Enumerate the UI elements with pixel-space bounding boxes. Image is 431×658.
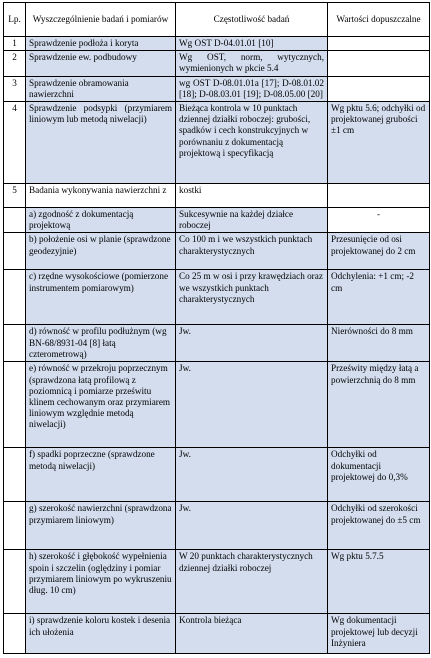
row-number xyxy=(4,325,26,362)
row-frequency: kostki xyxy=(176,184,328,208)
row-description: b) położenie osi w planie (sprawdzone geodezyjnie) xyxy=(26,233,176,270)
row-value: Nierówności do 8 mm xyxy=(328,325,430,362)
row-frequency: Jw. xyxy=(176,362,328,448)
row-description: Sprawdzenie obramowania nawierzchni xyxy=(26,76,176,101)
row-description: i) sprawdzenie koloru kostek i desenia ich ułożenia xyxy=(26,614,176,654)
header-frequency: Częstotliwość badań xyxy=(176,3,328,37)
table-row xyxy=(4,102,430,184)
row-number xyxy=(4,502,26,550)
row-frequency: Bieżąca kontrola w 10 punktach dziennej działki roboczej: grubości, spadków i cech konstrukcyjnych w porównaniu z dokumentacją projektową i specyfikacją xyxy=(176,102,328,184)
row-frequency: Jw. xyxy=(176,448,328,502)
row-value: Wg dokumentacji projektowej lub decyzji Inżyniera xyxy=(328,614,430,654)
row-description: h) szerokość i głębokość wypełnienia spoin i szczelin (oględziny i pomiar przymiarem liniowym po wykruszeniu dług. 10 cm) xyxy=(26,550,176,614)
row-description: Sprawdzenie podłoża i koryta xyxy=(26,37,176,51)
row-number xyxy=(4,614,26,654)
row-value xyxy=(328,37,430,51)
table-row xyxy=(4,51,430,76)
table-row xyxy=(4,448,430,502)
table-row xyxy=(4,76,430,101)
table-row xyxy=(4,270,430,325)
row-description: g) szerokość nawierzchni (sprawdzona przymiarem liniowym) xyxy=(26,502,176,550)
row-frequency: wg OST D-08.01.01a [17]; D-08.01.02 [18]; D-08.03.01 [19]; D-08.05.00 [20] xyxy=(176,76,328,101)
row-number xyxy=(4,270,26,325)
row-frequency: W 20 punktach charakterystycznych dziennej działki roboczej xyxy=(176,550,328,614)
header-lp: Lp. xyxy=(4,3,26,37)
row-value xyxy=(328,51,430,76)
table-header-row xyxy=(4,3,430,37)
table-row xyxy=(4,184,430,208)
row-number: 1 xyxy=(4,37,26,51)
row-value xyxy=(328,184,430,208)
row-description: Sprawdzenie podsypki (przymiarem liniowym lub metodą niwelacji) xyxy=(26,102,176,184)
row-value: Prześwity między łatą a powierzchnią do 8 mm xyxy=(328,362,430,448)
table-row xyxy=(4,325,430,362)
table-row xyxy=(4,233,430,270)
row-description: a) zgodność z dokumentacją projektową xyxy=(26,208,176,233)
inspection-table xyxy=(3,2,430,654)
row-number xyxy=(4,550,26,614)
row-frequency: Wg OST, norm, wytycznych, wymienionych w pkcie 5.4 xyxy=(176,51,328,76)
row-frequency: Co 25 m w osi i przy krawędziach oraz we wszystkich punktach charakterystycznych xyxy=(176,270,328,325)
row-number xyxy=(4,448,26,502)
row-description: e) równość w przekroju poprzecznym (sprawdzona łatą profilową z poziomnicą i pomiarze prześwitu klinem cechowanym oraz przymiarem liniowym względnie metodą niwelacji) xyxy=(26,362,176,448)
table-row xyxy=(4,550,430,614)
row-description: Badania wykonywania nawierzchni z xyxy=(26,184,176,208)
row-description: Sprawdzenie ew. podbudowy xyxy=(26,51,176,76)
row-frequency: Jw. xyxy=(176,502,328,550)
row-value: Odchyłki od dokumentacji projektowej do 0,3% xyxy=(328,448,430,502)
row-frequency: Kontrola bieżąca xyxy=(176,614,328,654)
row-frequency: Wg OST D-04.01.01 [10] xyxy=(176,37,328,51)
row-description: d) równość w profilu podłużnym (wg BN-68/8931-04 [8] łatą czterometrową) xyxy=(26,325,176,362)
row-value xyxy=(328,76,430,101)
table-row xyxy=(4,208,430,233)
row-number xyxy=(4,233,26,270)
row-description: c) rzędne wysokościowe (pomierzone instrumentem pomiarowym) xyxy=(26,270,176,325)
row-description: f) spadki poprzeczne (sprawdzone metodą niwelacji) xyxy=(26,448,176,502)
header-allowed-values: Wartości dopuszczalne xyxy=(328,3,430,37)
row-value: Odchylenia: +1 cm; -2 cm xyxy=(328,270,430,325)
header-description: Wyszczególnienie badań i pomiarów xyxy=(26,3,176,37)
row-number: 4 xyxy=(4,102,26,184)
row-value: Odchyłki od szerokości projektowanej do ±5 cm xyxy=(328,502,430,550)
row-number xyxy=(4,362,26,448)
table-row xyxy=(4,362,430,448)
table-row xyxy=(4,502,430,550)
row-value: Przesunięcie od osi projektowanej do 2 cm xyxy=(328,233,430,270)
row-number: 5 xyxy=(4,184,26,208)
row-frequency: Jw. xyxy=(176,325,328,362)
table-row xyxy=(4,37,430,51)
row-frequency: Co 100 m i we wszystkich punktach charakterystycznych xyxy=(176,233,328,270)
row-number: 3 xyxy=(4,76,26,101)
row-value: - xyxy=(328,208,430,233)
row-value: Wg pktu 5.7.5 xyxy=(328,550,430,614)
row-value: Wg pktu 5.6; odchyłki od projektowanej grubości ±1 cm xyxy=(328,102,430,184)
row-number xyxy=(4,208,26,233)
row-number: 2 xyxy=(4,51,26,76)
table-row xyxy=(4,614,430,654)
row-frequency: Sukcesywnie na każdej działce roboczej xyxy=(176,208,328,233)
